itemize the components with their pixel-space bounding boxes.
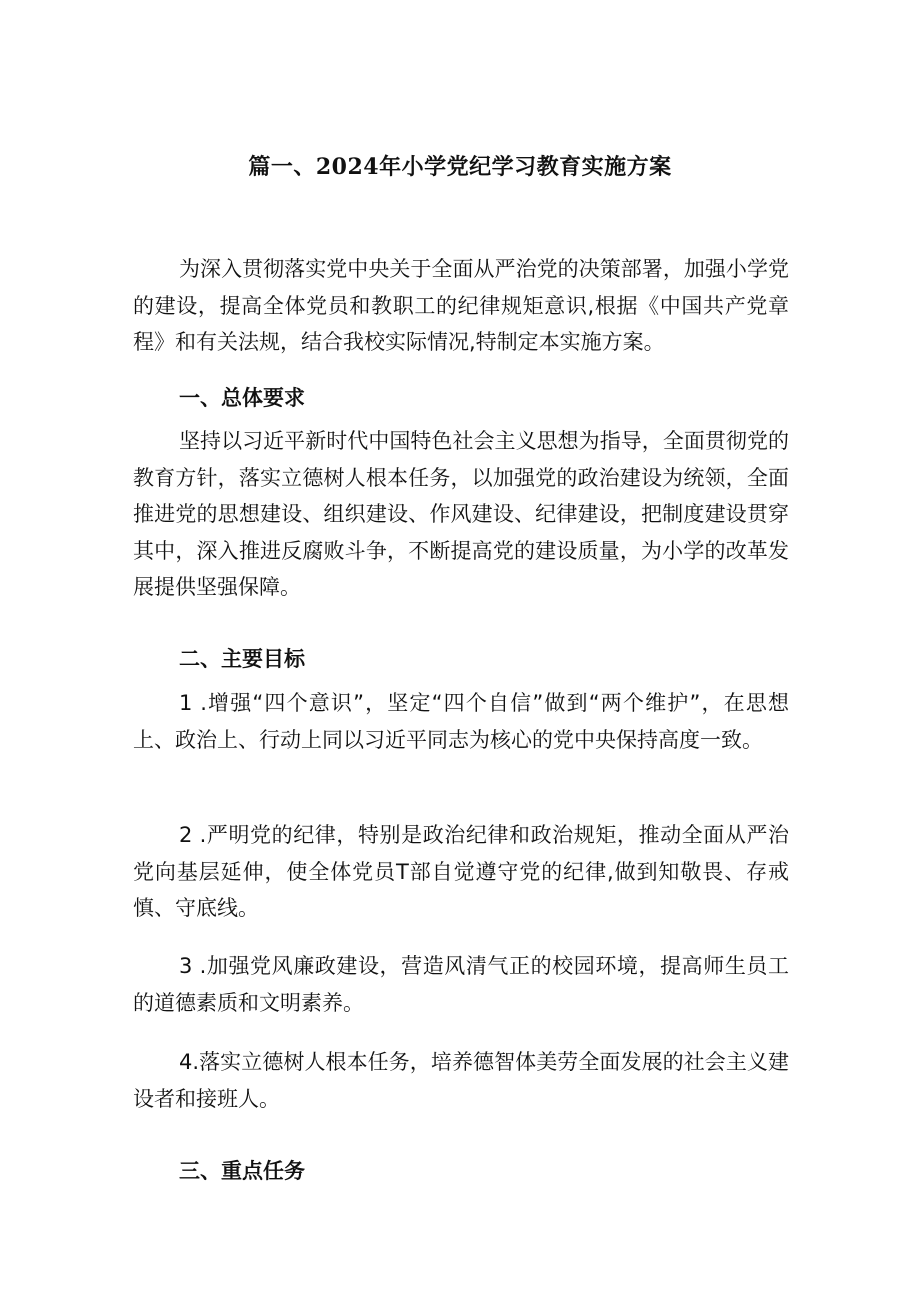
goal-item-1: 1 .增强“四个意识”，坚定“四个自信”做到“两个维护”，在思想上、政治上、行动上同以习近平同志为核心的党中央保持高度一致。 <box>133 691 789 752</box>
goal-item-4: 4.落实立德树人根本任务，培养德智体美劳全面发展的社会主义建设者和接班人。 <box>133 1050 789 1111</box>
section-heading-main-goals: 二、主要目标 <box>179 647 305 671</box>
goal-item-2: 2 .严明党的纪律，特别是政治纪律和政治规矩，推动全面从严治党向基层延伸，使全体党员T部自觉遵守党的纪律,做到知敬畏、存戒慎、守底线。 <box>133 823 789 920</box>
general-requirements-paragraph: 坚持以习近平新时代中国特色社会主义思想为指导，全面贯彻党的教育方针，落实立德树人根本任务，以加强党的政治建设为统领，全面推进党的思想建设、组织建设、作风建设、纪律建设，把制度建设贯穿其中，深入推进反腐败斗争，不断提高党的建设质量，为小学的改革发展提供坚强保障。 <box>133 429 789 599</box>
document-title: 篇一、2024年小学党纪学习教育实施方案 <box>248 154 672 180</box>
section-heading-key-tasks: 三、重点任务 <box>179 1159 305 1183</box>
intro-paragraph: 为深入贯彻落实党中央关于全面从严治党的决策部署，加强小学党的建设，提高全体党员和教职工的纪律规矩意识,根据《中国共产党章程》和有关法规，结合我校实际情况,特制定本实施方案。 <box>133 257 789 354</box>
section-heading-general-requirements: 一、总体要求 <box>179 386 305 410</box>
goal-item-3: 3 .加强党风廉政建设，营造风清气正的校园环境，提高师生员工的道德素质和文明素养。 <box>133 954 789 1015</box>
